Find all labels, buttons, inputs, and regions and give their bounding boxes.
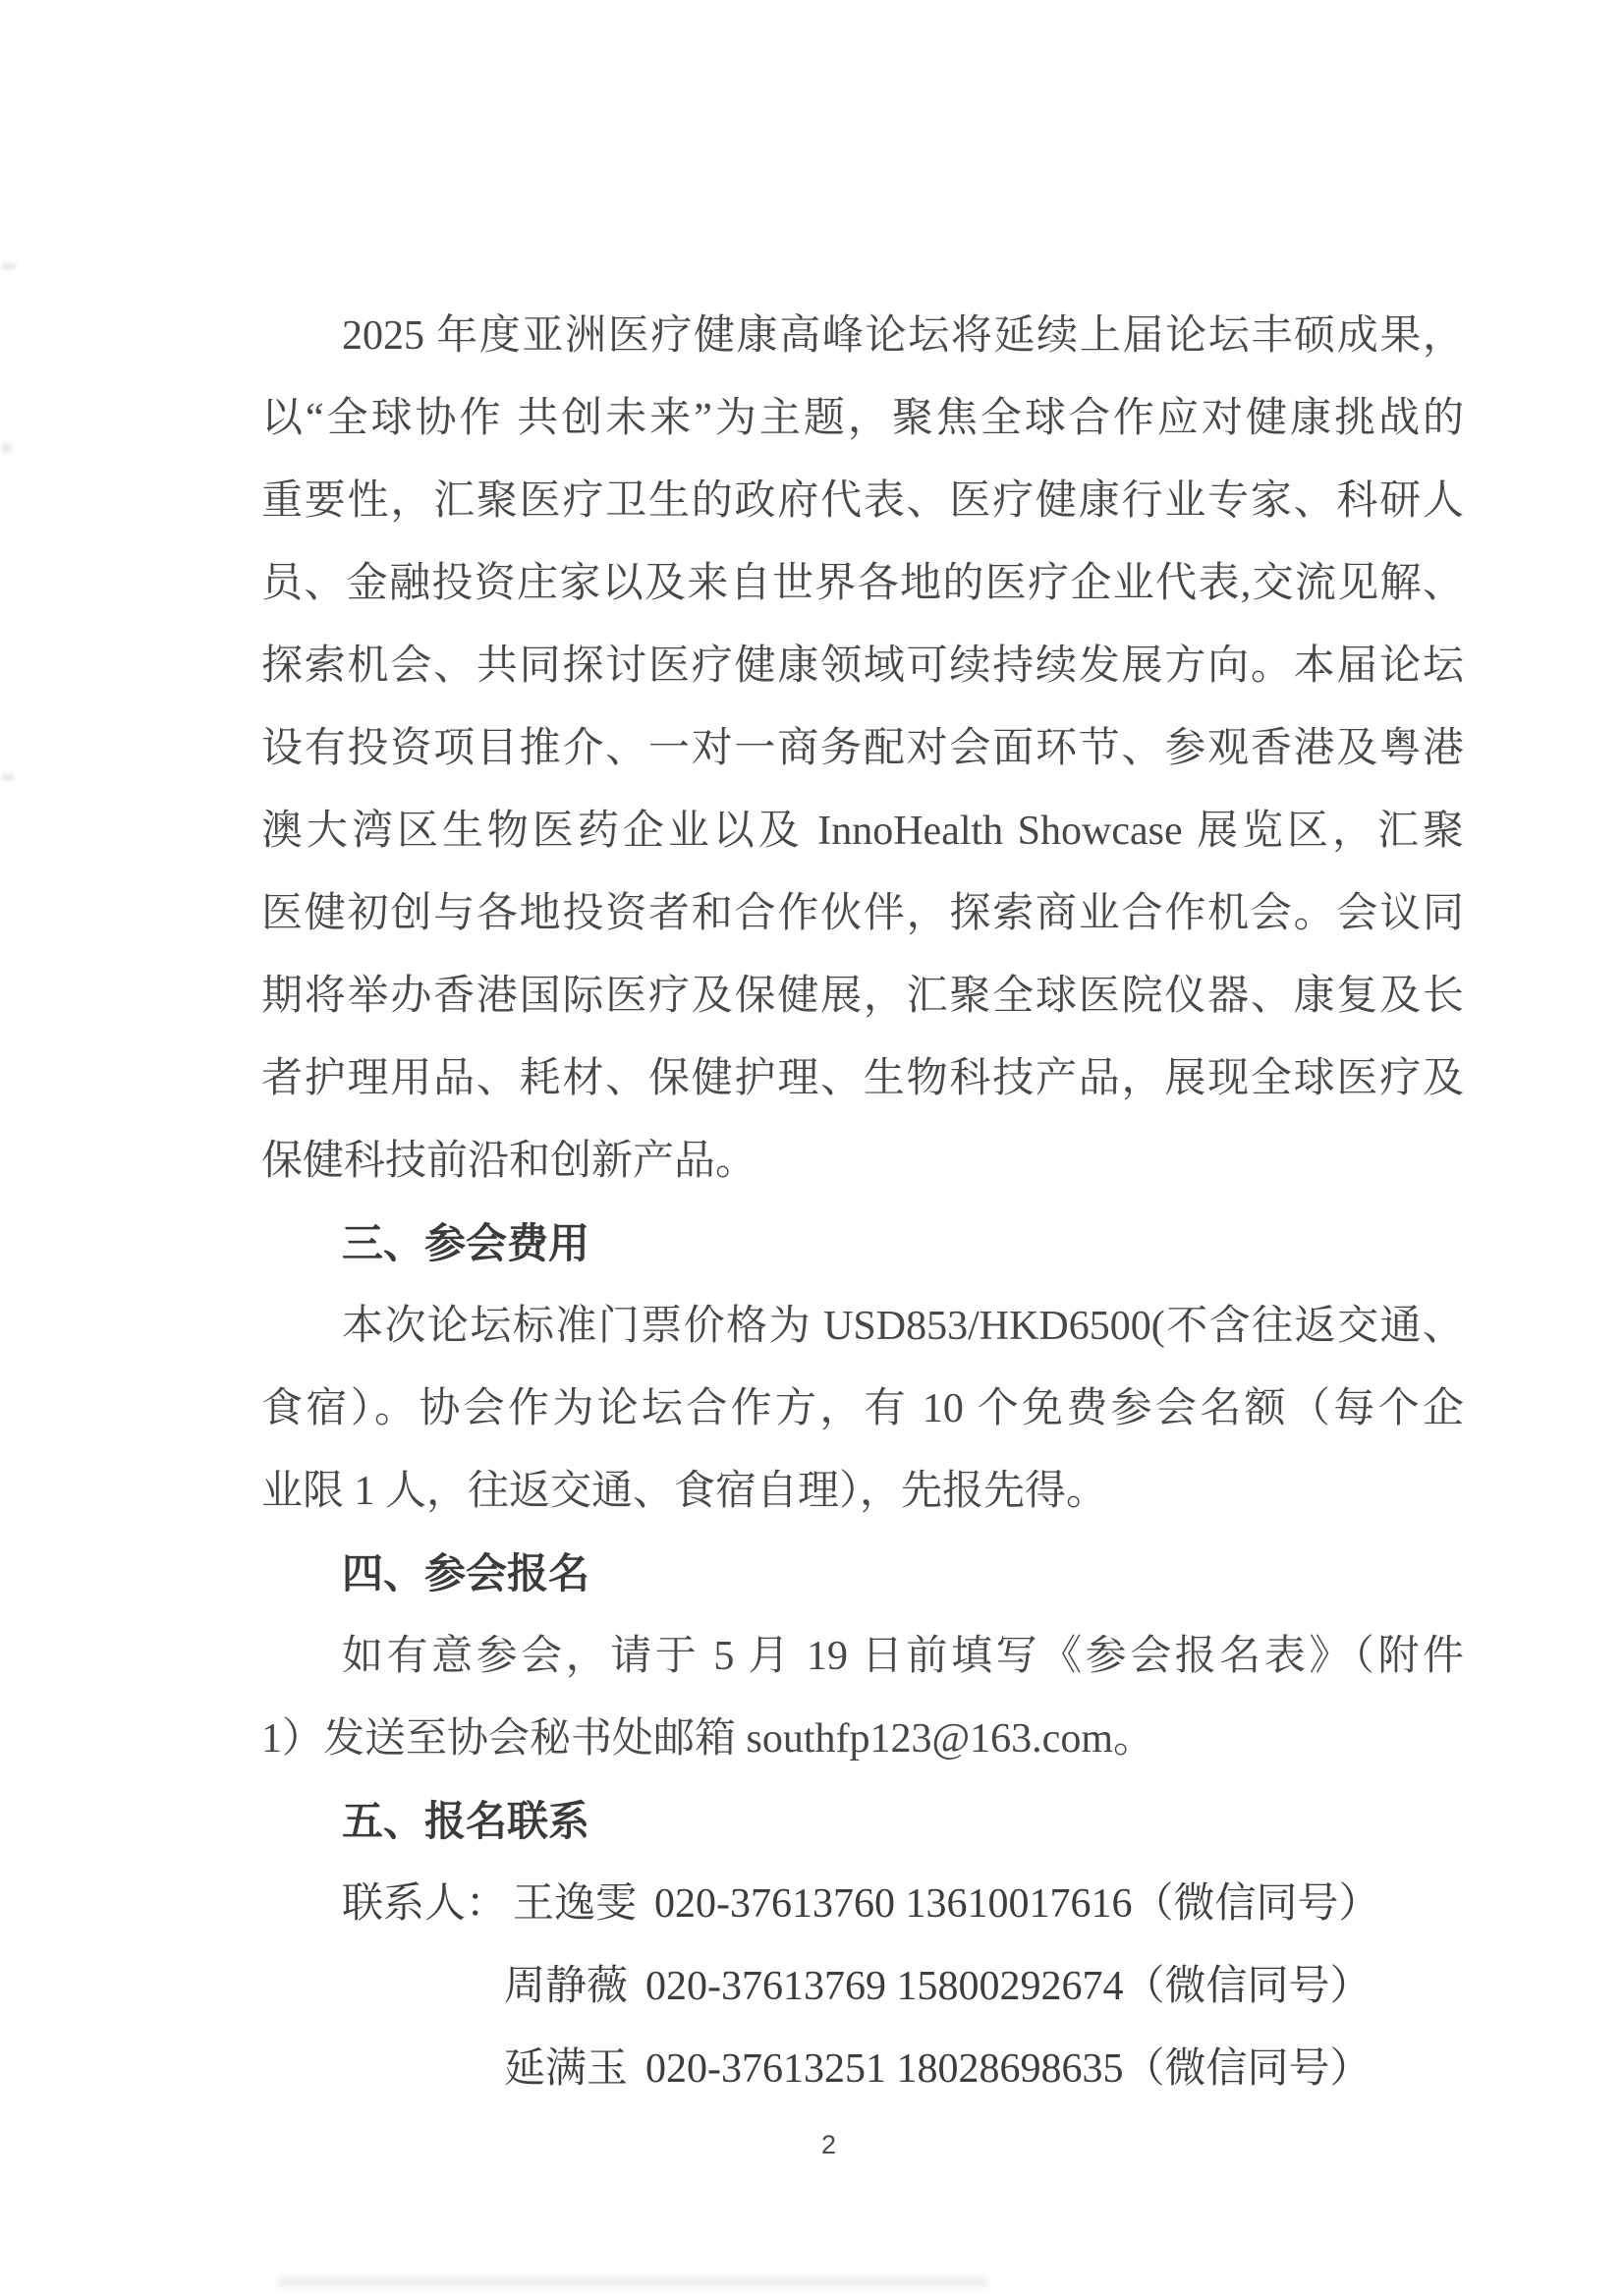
body-line: 如有意参会，请于 5 月 19 日前填写《参会报名表》（附件	[342, 1634, 1464, 1679]
body-line: 医健初创与各地投资者和合作伙伴，探索商业合作机会。会议同	[261, 891, 1464, 936]
body-line: 本次论坛标准门票价格为 USD853/HKD6500(不含往返交通、	[342, 1304, 1464, 1349]
contact-phones: 020-37613769 15800292674	[645, 1964, 1124, 2009]
contact-phones: 020-37613251 18028698635	[645, 2046, 1124, 2092]
contact-row	[261, 1945, 1464, 2028]
body-line: 者护理用品、耗材、保健护理、生物科技产品，展现全球医疗及	[261, 1056, 1464, 1101]
contact-label: 联系人：	[342, 1881, 508, 1927]
body-line: 澳大湾区生物医药企业以及 InnoHealth Showcase 展览区，汇聚	[261, 809, 1464, 854]
body-line: 重要性，汇聚医疗卫生的政府代表、医疗健康行业专家、科研人	[261, 478, 1464, 524]
body-line: 业限 1 人，往返交通、食宿自理），先报先得。	[261, 1469, 1108, 1514]
section-heading-fees: 三、参会费用	[342, 1220, 590, 1266]
contact-phones: 020-37613760 13610017616	[654, 1881, 1133, 1927]
contact-name: 延满玉	[504, 2046, 629, 2092]
body-line: 以“全球协作 共创未来”为主题，聚焦全球合作应对健康挑战的	[261, 396, 1464, 441]
contact-name: 周静薇	[504, 1964, 629, 2009]
scan-edge-mark	[2, 774, 14, 780]
body-line: 保健科技前沿和创新产品。	[261, 1139, 757, 1184]
body-line: 2025 年度亚洲医疗健康高峰论坛将延续上届论坛丰硕成果，	[342, 313, 1464, 359]
scan-edge-mark	[2, 444, 12, 452]
contact-name: 王逸雯	[513, 1881, 638, 1927]
section-heading-registration: 四、参会报名	[342, 1550, 590, 1596]
contact-row	[261, 2028, 1464, 2110]
document-body	[261, 295, 1464, 2110]
scan-smudge	[277, 2277, 988, 2287]
body-line: 1）发送至协会秘书处邮箱 southfp123@163.com。	[261, 1716, 1154, 1762]
body-line: 员、金融投资庄家以及来自世界各地的医疗企业代表,交流见解、	[261, 561, 1464, 606]
page-number: 2	[821, 2130, 837, 2159]
body-line: 期将举办香港国际医疗及保健展，汇聚全球医院仪器、康复及长	[261, 974, 1464, 1019]
contact-note: （微信同号）	[1123, 1964, 1372, 2009]
scan-edge-mark	[2, 263, 16, 269]
body-line: 探索机会、共同探讨医疗健康领域可续持续发展方向。本届论坛	[261, 644, 1464, 689]
contact-note: （微信同号）	[1123, 2046, 1372, 2092]
section-heading-contact: 五、报名联系	[342, 1798, 590, 1844]
contact-note: （微信同号）	[1132, 1881, 1380, 1927]
body-line: 食宿）。协会作为论坛合作方，有 10 个免费参会名额（每个企	[261, 1386, 1464, 1431]
contact-row	[261, 1863, 1464, 1945]
body-line: 设有投资项目推介、一对一商务配对会面环节、参观香港及粤港	[261, 726, 1464, 771]
